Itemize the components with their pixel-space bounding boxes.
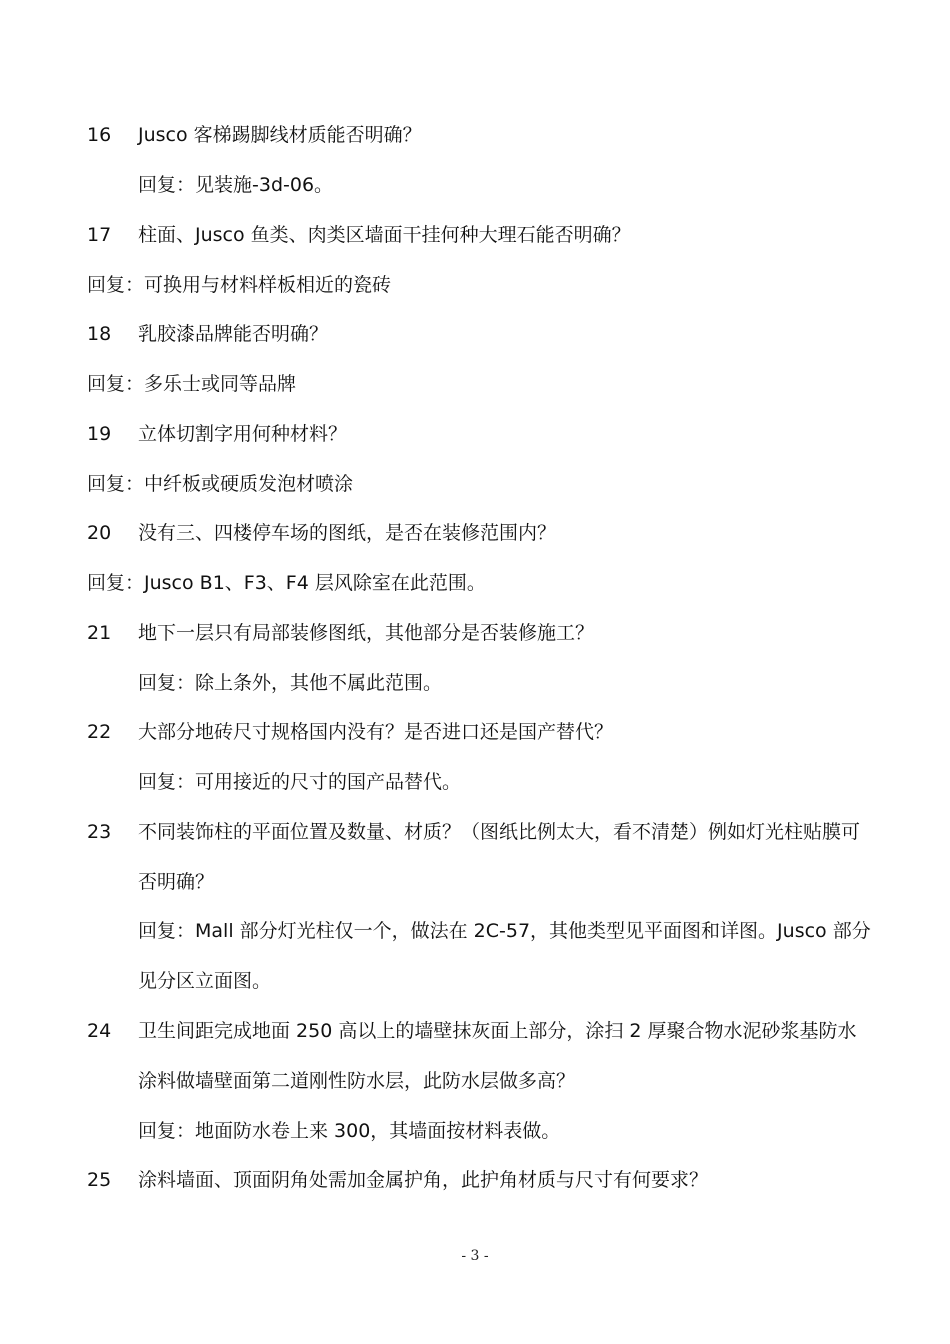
question-text: 乳胶漆品牌能否明确？ bbox=[138, 323, 329, 345]
question-text: 卫生间距完成地面 250 高以上的墙壁抹灰面上部分，涂扫 2 厚聚合物水泥砂浆基防水 bbox=[138, 1020, 857, 1042]
question-text: 涂料墙面、顶面阴角处需加金属护角，此护角材质与尺寸有何要求？ bbox=[138, 1169, 709, 1191]
answer-text: 见分区立面图。 bbox=[138, 970, 272, 992]
question-text: Jusco 客梯踢脚线材质能否明确？ bbox=[138, 124, 422, 146]
answer-text: 回复：见装施-3d-06。 bbox=[138, 174, 334, 196]
answer-text: 回复：地面防水卷上来 300，其墙面按材料表做。 bbox=[138, 1120, 561, 1142]
item-number: 16 bbox=[87, 124, 112, 146]
answer-text: 回复：可用接近的尺寸的国产品替代。 bbox=[138, 771, 462, 793]
question-text: 没有三、四楼停车场的图纸，是否在装修范围内？ bbox=[138, 522, 557, 544]
answer-text: 回复：可换用与材料样板相近的瓷砖 bbox=[87, 274, 392, 296]
question-text: 否明确？ bbox=[138, 871, 215, 893]
answer-text: 回复：除上条外，其他不属此范围。 bbox=[138, 672, 443, 694]
item-number: 22 bbox=[87, 721, 112, 743]
answer-text: 回复：中纤板或硬质发泡材喷涂 bbox=[87, 473, 354, 495]
question-text: 地下一层只有局部装修图纸，其他部分是否装修施工？ bbox=[138, 622, 595, 644]
item-number: 18 bbox=[87, 323, 112, 345]
question-text: 大部分地砖尺寸规格国内没有？是否进口还是国产替代？ bbox=[138, 721, 614, 743]
item-number: 17 bbox=[87, 224, 112, 246]
question-text: 不同装饰柱的平面位置及数量、材质？（图纸比例太大，看不清楚）例如灯光柱贴膜可 bbox=[138, 821, 861, 843]
item-number: 25 bbox=[87, 1169, 112, 1191]
page-number: - 3 - bbox=[461, 1248, 489, 1264]
question-text: 立体切割字用何种材料？ bbox=[138, 423, 348, 445]
answer-text: 回复：多乐士或同等品牌 bbox=[87, 373, 297, 395]
answer-text: 回复：Jusco B1、F3、F4 层风除室在此范围。 bbox=[87, 572, 486, 594]
item-number: 19 bbox=[87, 423, 112, 445]
item-number: 24 bbox=[87, 1020, 112, 1042]
answer-text: 回复：Mall 部分灯光柱仅一个，做法在 2C-57，其他类型见平面图和详图。Jusco 部分 bbox=[138, 920, 871, 942]
item-number: 21 bbox=[87, 622, 112, 644]
item-number: 23 bbox=[87, 821, 112, 843]
item-number: 20 bbox=[87, 522, 112, 544]
question-text: 涂料做墙壁面第二道刚性防水层，此防水层做多高？ bbox=[138, 1070, 576, 1092]
question-text: 柱面、Jusco 鱼类、肉类区墙面干挂何种大理石能否明确？ bbox=[138, 224, 631, 246]
